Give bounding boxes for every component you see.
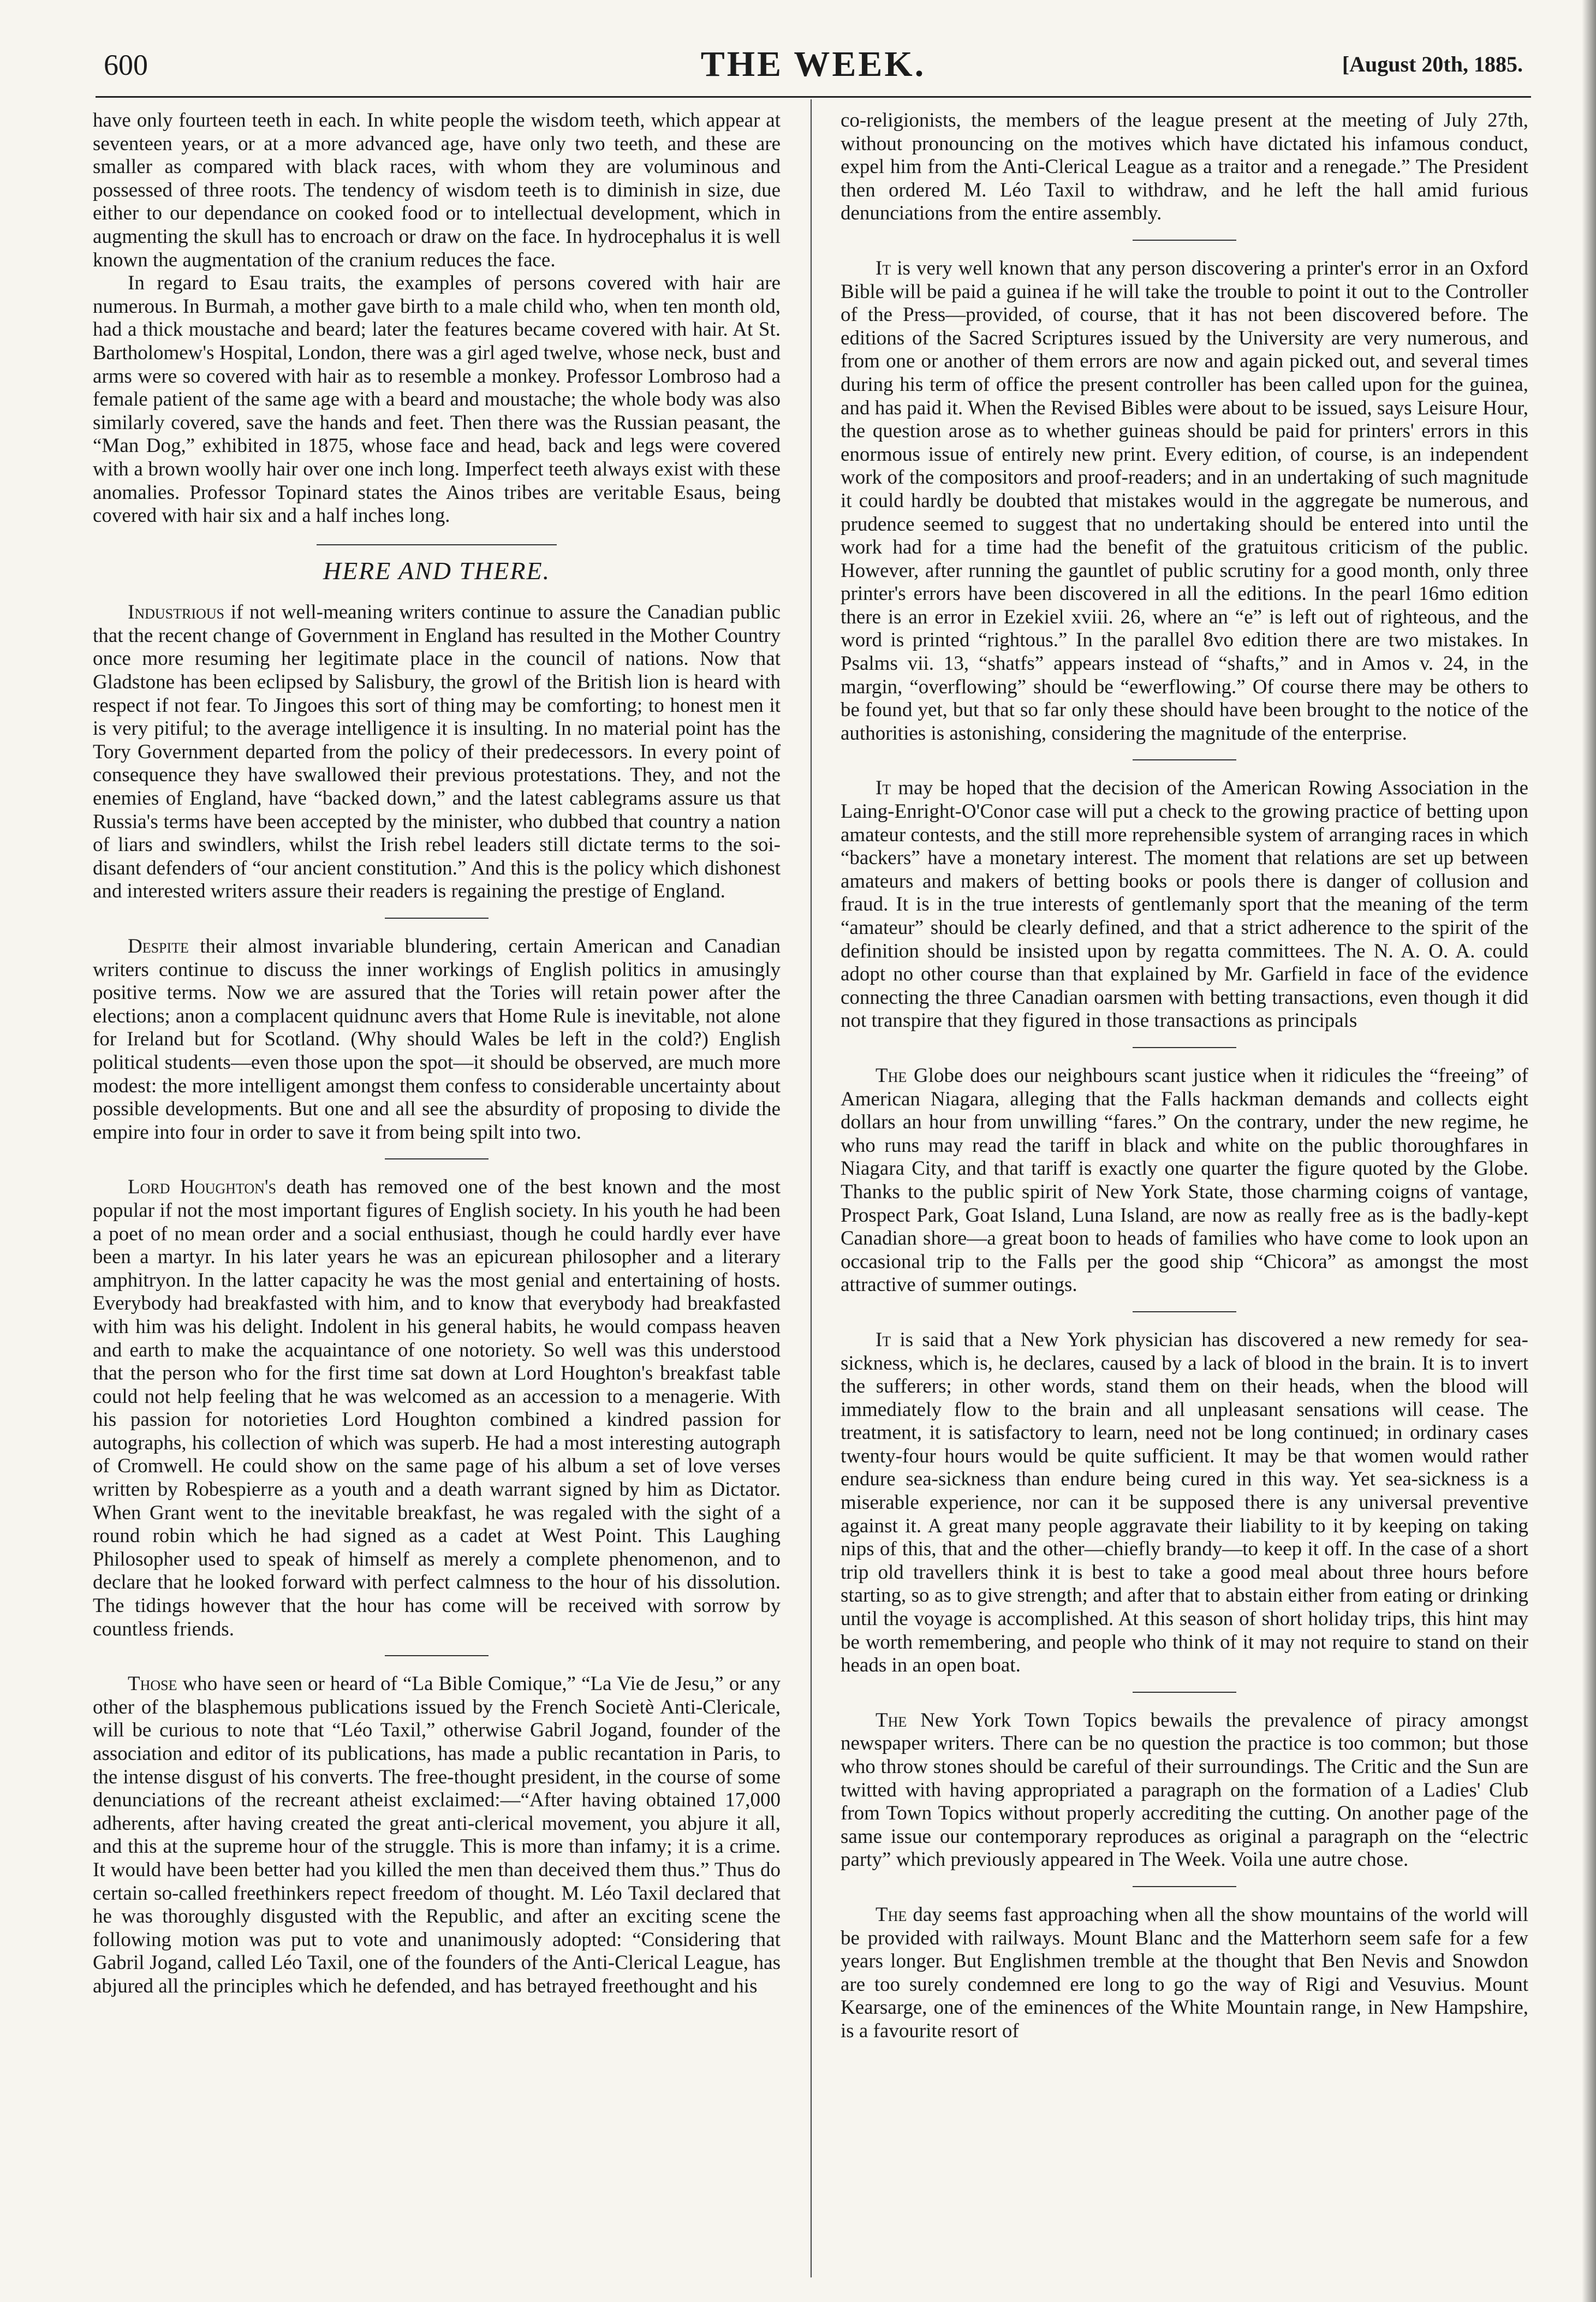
section-title: HERE AND THERE. xyxy=(323,556,551,585)
town-topics-paragraph xyxy=(841,1709,1528,1872)
item-divider xyxy=(1133,759,1236,760)
industrious-paragraph xyxy=(93,601,781,903)
bible-body: is very well known that any person discovering a printer's error in an Oxford Bible will be paid a guinea if he will take the trouble to point it out to the Controller of the Press—provided, of course, that it has not been discovered before. The editions of the Sacred Scriptures issued by the University are very numerous, and from one or another of them errors are now and again picked out, and several times during his term of office the present controller has been called upon for the guinea, and has paid it. When the Revised Bibles were about to be issued, says Leisure Hour, the question arose as to whether guineas should be paid for printers' errors in this enormous issue of entirely new print. Every edition, of course, is an independent work of the compositors and proof-readers; and in an undertaking of such magnitude it could hardly be doubted that mistakes would in the aggregate be numerous, and prudence seemed to suggest that no undertaking should be entered into until the work had for a time had the benefit of the gratuitous criticism of the public. However, after running the gauntlet of public scrutiny for a good month, only three printer's errors have been discovered in all the editions. In the pearl 16mo edition there is an error in Ezekiel xviii. 26, where an “e” is left out of righteous, and the word is printed “rightous.” In the parallel 8vo edition there are two mistakes. In Psalms vii. 13, “shatfs” appears instead of “shafts,” and in Amos v. 24, in the margin, “overflowing” should be “ewerflowing.” Of course there may be others to be found yet, but that so far only these should have been brought to the notice of the authorities is astonishing, considering the magnitude of the enterprise. xyxy=(841,257,1528,745)
mountains-body: day seems fast approaching when all the show mountains of the world will be provided with railways. Mount Blanc and the Matterhorn seem safe for a few years longer. But Englishmen tremble at the thought that Ben Nevis and Snowdon are too surely condemned ere long to go the way of Rigi and Vesuvius. Mount Kearsarge, one of the eminences of the White Mountain range, in New Hampshire, is a favourite resort of xyxy=(841,1903,1528,2042)
topics-body: New York Town Topics bewails the prevalence of piracy amongst newspaper writers. There can be no question the practice is too common; but those who throw stones should be careful of their surroundings. The Critic and the Sun are twitted with having appropriated a paragraph on the formation of a Ladies' Club from Town Topics without properly accrediting the cutting. On another page of the same issue our contemporary reproduces as original a paragraph on the “electric party” which previously appeared in The Week. Voila une autre chose. xyxy=(841,1709,1528,1871)
esau-paragraph: In regard to Esau traits, the examples of persons covered with hair are numerous. In Burmah, a mother gave birth to a male child who, when ten month old, had a thick moustache and beard; later the features became covered with hair. At St. Bartholomew's Hospital, London, there was a girl aged twelve, whose neck, bust and arms were so covered with hair as to resemble a monkey. Professor Lombroso had a female patient of the same age with a beard and moustache; the whole body was also similarly covered, save the hands and feet. Then there was the Russian peasant, the “Man Dog,” exhibited in 1875, whose face and head, back and legs were covered with a brown woolly hair over one inch long. Imperfect teeth always exist with these anomalies. Professor Topinard states the Ainos tribes are veritable Esaus, being covered with hair six and a half inches long. xyxy=(93,272,781,527)
bible-lead: It xyxy=(876,257,891,279)
bible-paragraph xyxy=(841,257,1528,745)
column-divider xyxy=(811,99,812,2277)
those-body: who have seen or heard of “La Bible Comique,” “La Vie de Jesu,” or any other of the blasphemous publications issued by the French Societè Anti-Clericale, will be curious to note that “Léo Taxil,” otherwise Gabril Jogand, founder of the association and editor of its publications, has made a public recantation in Paris, to the intense disgust of his converts. The free-thought president, in the course of some denunciations of the recreant atheist exclaimed:—“After having obtained 17,000 adherents, after having created the great anti-clerical movement, you abjure it all, and this at the supreme hour of the struggle. This is more than infamy; it is a crime. It would have been better had you killed the men than deceived them thus.” Thus do certain so-called freethinkers repect freedom of thought. M. Léo Taxil declared that he was thoroughly disgusted with the Republic, and after an exciting scene the following motion was put to vote and unanimously adopted: “Considering that Gabril Jogand, called Léo Taxil, one of the founders of the Anti-Clerical League, has abjured all the principles which he defended, and has betrayed freethought and his xyxy=(93,1673,781,1997)
league-paragraph: co-religionists, the members of the league present at the meeting of July 27th, without pronouncing on the motives which have dictated his infamous conduct, expel him from the Anti-Clerical League as a traitor and a renegade.” The President then ordered M. Léo Taxil to withdraw, and he left the hall amid furious denunciations from the entire assembly. xyxy=(841,109,1528,225)
rowing-body: may be hoped that the decision of the American Rowing Association in the Laing-Enright-O'Conor case will put a check to the growing practice of betting upon amateur contests, and the still more reprehensible system of arranging races in which “backers” have a monetary interest. The moment that relations are set up between amateurs and makers of betting books or pools there is danger of collusion and fraud. It is in the true interests of gentlemanly sport that the meaning of the term “amateur” should be clearly defined, and that a strict adherence to the spirit of the definition should be insisted upon by regatta committees. The N. A. O. A. could adopt no other course than that explained by Mr. Garfield in face of the evidence connecting the three Canadian oarsmen with betting transactions, even though it did not transpire that they figured in those transactions as principals xyxy=(841,777,1528,1032)
despite-body: their almost invariable blundering, certain American and Canadian writers continue to discuss the inner workings of English politics in amusingly positive terms. Now we are assured that the Tories will retain power after the elections; anon a complacent quidnunc avers that Home Rule is inevitable, not alone for Ireland but for Scotland. (Why should Wales be left in the cold?) English political students—even those upon the spot—it should be observed, are much more modest: the more intelligent amongst them confess to considerable uncertainty about possible developments. But one and all see the absurdity of proposing to divide the empire into four in order to save it from being spilt into two. xyxy=(93,935,781,1144)
rowing-paragraph xyxy=(841,777,1528,1033)
seasick-body: is said that a New York physician has discovered a new remedy for sea-sickness, which is, he declares, caused by a lack of blood in the brain. It is to invert the sufferers; in other words, stand them on their heads, when the blood will immediately flow to the brain and all unpleasant sensations will cease. The treatment, it is satisfactory to learn, need not be long continued; in ordinary cases twenty-four hours would be quite sufficient. It may be that women would rather endure sea-sickness than endure being cured in this way. Yet sea-sickness is a miserable experience, nor can it be supposed there is any universal preventive against it. A great many people aggravate their liability to it by keeping on taking nips of this, that and the other—chiefly brandy—to keep it off. In the case of a short trip old travellers think it is best to take a good meal about three hours before starting, so as to give strength; and after that to abstain either from eating or drinking until the voyage is accomplished. At this season of short holiday trips, this hint may be worth remembering, and people who think of it may not require to stand on their heads in an open boat. xyxy=(841,1328,1528,1677)
seasick-lead: It xyxy=(876,1328,891,1351)
item-divider xyxy=(1133,240,1236,241)
mountains-lead: The xyxy=(876,1903,907,1926)
issue-date: [August 20th, 1885. xyxy=(1342,52,1523,76)
section-rule xyxy=(317,544,557,545)
globe-body: Globe does our neighbours scant justice when it ridicules the “freeing” of American Niagara, alleging that the Falls hackman demands and collects eight dollars an hour from unwilling “fares.” On the contrary, under the new regime, he who runs may read the tariff in black and white on the public thoroughfares in Niagara City, and that tariff is exactly one quarter the figure quoted by the Globe. Thanks to the public spirit of New York State, those charming coigns of vantage, Prospect Park, Goat Island, Luna Island, are now as really free as is the badly-kept Canadian shore—a great boon to heads of families who have come to look upon an occasional trip to the Falls per the good ship “Chicora” as amongst the most attractive of summer outings. xyxy=(841,1064,1528,1296)
houghton-lead: Lord Houghton's xyxy=(128,1176,277,1199)
globe-lead: The xyxy=(876,1064,907,1087)
taxil-paragraph xyxy=(93,1673,781,1998)
mountains-paragraph xyxy=(841,1904,1528,2043)
item-divider xyxy=(1133,1047,1236,1048)
rowing-lead: It xyxy=(876,777,891,800)
item-divider xyxy=(1133,1311,1236,1312)
item-divider xyxy=(385,918,489,919)
left-column xyxy=(93,109,781,1998)
despite-lead: Despite xyxy=(128,935,189,957)
industrious-body: if not well-meaning writers continue to assure the Canadian public that the recent change of Government in England has resulted in the Mother Country once more resuming her legitimate place in the council of nations. Now that Gladstone has been eclipsed by Salisbury, the growl of the British lion is heard with respect if not fear. To Jingoes this sort of thing may be comforting; to honest men it is very pitiful; to the average intelligence it is insulting. In no material point has the Tory Government departed from the policy of their predecessors. In every point of consequence they have swallowed their previous protestations. They, and not the enemies of England, have “backed down,” and the latest cablegrams assure us that Russia's terms have been accepted by the minister, who dubbed that country a nation of liars and swindlers, whilst the Irish rebel leaders still dictate terms to the soi-disant defenders of “our ancient constitution.” And this is the policy which dishonest and interested writers assure their readers is regaining the prestige of England. xyxy=(93,601,781,903)
topics-lead: The xyxy=(876,1709,907,1732)
masthead: THE WEEK. xyxy=(700,44,926,84)
despite-paragraph xyxy=(93,935,781,1144)
right-column xyxy=(841,109,1528,2043)
houghton-paragraph xyxy=(93,1176,781,1641)
page-header xyxy=(104,44,1523,93)
item-divider xyxy=(1133,1692,1236,1693)
industrious-lead: Industrious xyxy=(128,601,225,624)
seasickness-paragraph xyxy=(841,1329,1528,1678)
item-divider xyxy=(385,1655,489,1656)
item-divider xyxy=(385,1158,489,1159)
binding-shadow xyxy=(1582,0,1596,2302)
globe-paragraph xyxy=(841,1064,1528,1297)
houghton-body: death has removed one of the best known and the most popular if not the most important figures of English society. In his youth he had been a poet of no mean order and a social enthusiast, though he could hardly ever have been a martyr. In his later years he was an epicurean philosopher and a literary amphitryon. In the latter capacity he was the most genial and entertaining of hosts. Everybody had breakfasted with him, and to know that everybody had breakfasted with him was his delight. Indolent in his general habits, he would compass heaven and earth to make the acquaintance of one notoriety. So well was this understood that the person who for the first time sat down at Lord Houghton's breakfast table could not help feeling that he was welcomed as an accession to a menagerie. With his passion for notorieties Lord Houghton combined a kindred passion for autographs, his collection of which was superb. He had a most interesting autograph of Cromwell. He could show on the same page of his album a set of love verses written by Robespierre as a youth and a death warrant signed by him as Dictator. When Grant went to the inevitable breakfast, he was regaled with the sight of a round robin which he had signed as a cadet at West Point. This Laughing Philosopher used to speak of himself as merely a complete phenomenon, and to declare that he looked forward with perfect calmness to the hour of his dissolution. The tidings however that the hour has come will be received with sorrow by countless friends. xyxy=(93,1176,781,1640)
item-divider xyxy=(1133,1886,1236,1887)
teeth-paragraph: have only fourteen teeth in each. In white people the wisdom teeth, which appear at seventeen years, or at a more advanced age, have only two teeth, and these are smaller as compared with black races, with whom they are voluminous and possessed of three roots. The tendency of wisdom teeth is to diminish in size, due either to our dependance on cooked food or to intellectual development, which in augmenting the skull has to encroach or draw on the face. In hydrocephalus it is well known the augmentation of the cranium reduces the face. xyxy=(93,109,781,271)
header-rule xyxy=(96,96,1531,98)
those-lead: Those xyxy=(128,1673,177,1696)
page-number: 600 xyxy=(104,49,148,81)
